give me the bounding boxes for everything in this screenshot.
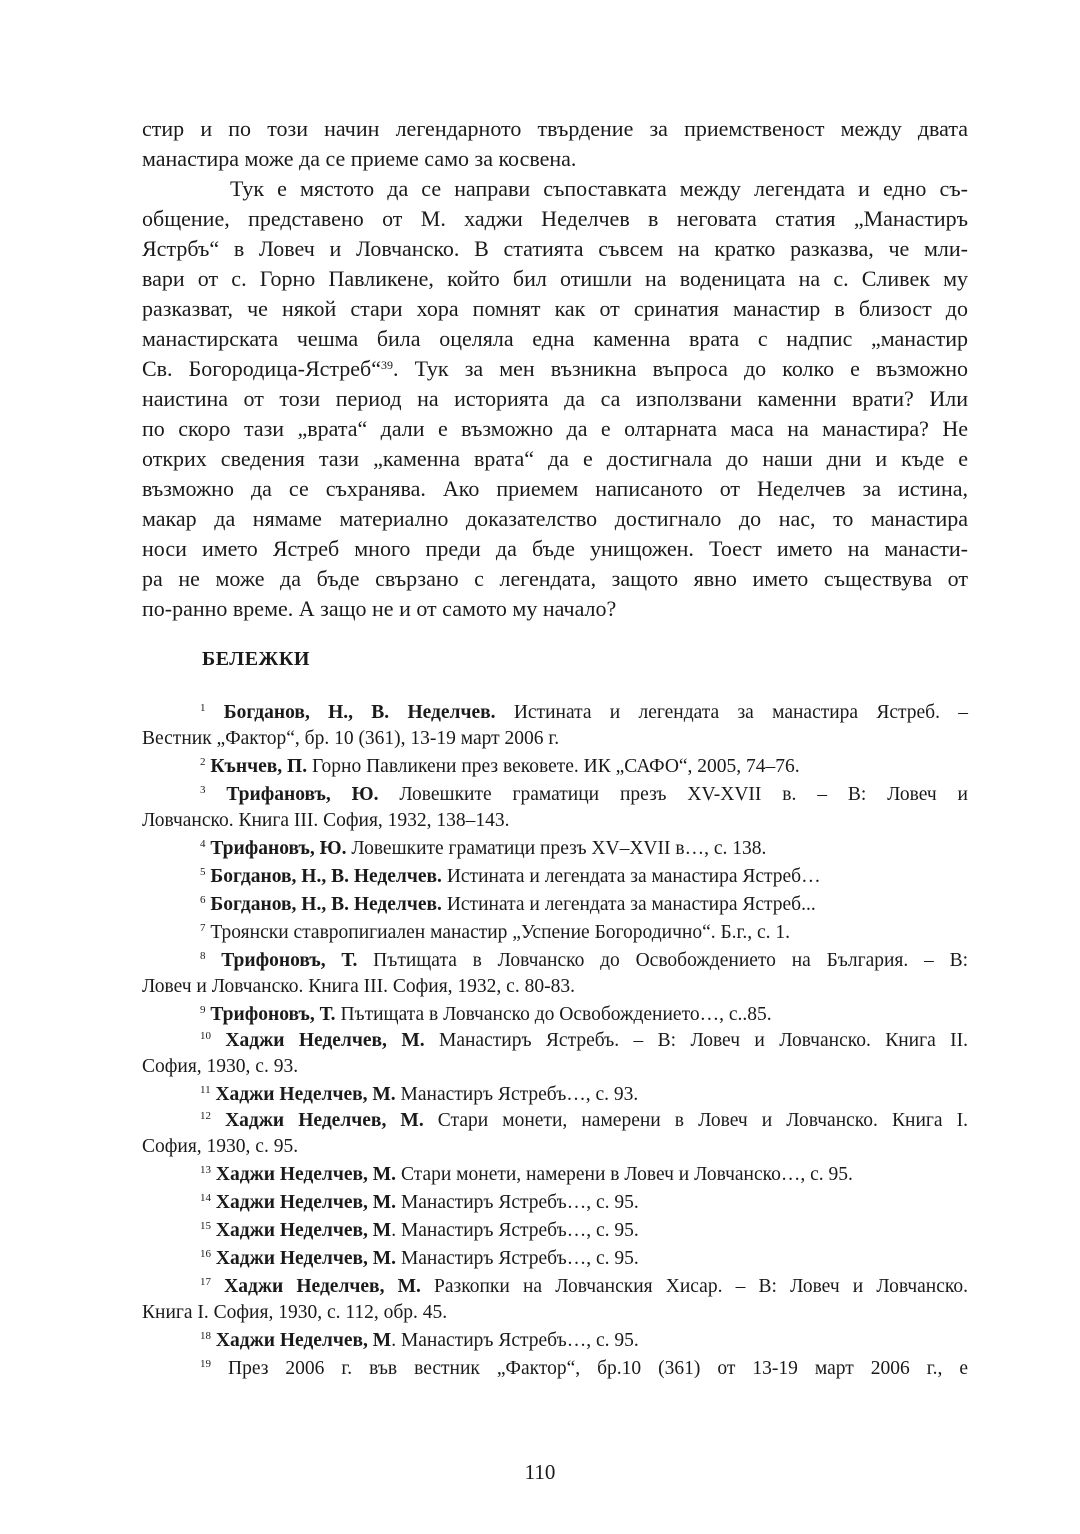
notes-heading: БЕЛЕЖКИ xyxy=(202,648,310,670)
footnote: $^{15}$ Хаджи Неделчев, М. Манастиръ Ястребъ…, с. 95. xyxy=(200,1220,639,1241)
footnote: $^{10}$ Хаджи Неделчев, М. Манастиръ Ястребъ. – В: Ловеч и Ловчанско. Книга II. xyxy=(200,1030,969,1051)
body-line: наистина от този период на историята да са използвани каменни врати? Или xyxy=(142,386,968,411)
body-line: ра не може да бъде свързано с легендата, защото явно името съществува от xyxy=(142,566,968,591)
body-line: Ястрбъ“ в Ловеч и Ловчанско. В статията съвсем на кратко разказва, че мли- xyxy=(142,236,968,261)
footnote: $^{12}$ Хаджи Неделчев, М. Стари монети, намерени в Ловеч и Ловчанско. Книга I. xyxy=(200,1110,968,1131)
body-line: вари от с. Горно Павликене, който бил отишли на воденицата на с. Сливек му xyxy=(142,266,968,291)
body-line: възможно да се съхранява. Ако приемем написаното от Неделчев за истина, xyxy=(142,476,968,501)
footnote-continuation: Ловчанско. Книга III. София, 1932, 138–143. xyxy=(142,810,510,831)
page-number: 110 xyxy=(524,1460,556,1484)
footnote: $^1$ Богданов, Н., В. Неделчев. Истината и легендата за манастира Ястреб. – xyxy=(200,702,969,723)
body-line: носи името Ястреб много преди да бъде унищожен. Тоест името на манасти- xyxy=(142,536,968,561)
footnote: $^9$ Трифоновъ, Т. Пътищата в Ловчанско до Освобождението…, с..85. xyxy=(200,1004,772,1025)
body-line: Тук е мястото да се направи съпоставката между легендата и едно съ- xyxy=(230,176,968,201)
footnote-ref[interactable]: 39 xyxy=(381,358,393,372)
body-line: по-ранно време. А защо не и от самото му начало? xyxy=(142,596,617,621)
footnote: $^{14}$ Хаджи Неделчев, М. Манастиръ Ястребъ…, с. 95. xyxy=(200,1192,639,1213)
footnote: $^7$ Троянски ставропигиален манастир „Успение Богородично“. Б.г., с. 1. xyxy=(200,922,791,943)
footnote-continuation: Книга I. София, 1930, с. 112, обр. 45. xyxy=(142,1302,448,1323)
body-line: манастира може да се приеме само за косвена. xyxy=(142,146,577,171)
footnote: $^6$ Богданов, Н., В. Неделчев. Истината и легендата за манастира Ястреб... xyxy=(200,894,816,915)
body-line: манастирската чешма била оцеляла една каменна врата с надпис „манастир xyxy=(142,326,968,351)
body-line: открих сведения тази „каменна врата“ да е достигнала до наши дни и къде е xyxy=(142,446,968,471)
footnote-continuation: София, 1930, с. 95. xyxy=(142,1136,299,1157)
footnote: $^8$ Трифоновъ, Т. Пътищата в Ловчанско до Освобождението на България. – В: xyxy=(200,950,968,971)
footnote: $^3$ Трифановъ, Ю. Ловешките граматици презъ XV-XVII в. – В: Ловеч и xyxy=(200,784,968,805)
footnote-continuation: Ловеч и Ловчанско. Книга III. София, 1932, с. 80-83. xyxy=(142,976,575,997)
footnote: $^2$ Кънчев, П. Горно Павликени през вековете. ИК „САФО“, 2005, 74–76. xyxy=(200,756,800,777)
body-line: общение, представено от М. хаджи Неделчев в неговата статия „Манастиръ xyxy=(142,206,968,231)
footnote: $^4$ Трифановъ, Ю. Ловешките граматици презъ XV–XVII в…, с. 138. xyxy=(200,838,767,859)
body-line: разказват, че някой стари хора помнят как от сринатия манастир в близост до xyxy=(142,296,968,321)
body-line: макар да нямаме материално доказателство достигнало до нас, то манастира xyxy=(142,506,968,531)
footnote: $^{11}$ Хаджи Неделчев, М. Манастиръ Ястребъ…, с. 93. xyxy=(200,1084,639,1105)
footnote-continuation: Вестник „Фактор“, бр. 10 (361), 13-19 март 2006 г. xyxy=(142,728,560,749)
body-line: стир и по този начин легендарното твърдение за приемственост между двата xyxy=(142,116,968,141)
footnote-continuation: София, 1930, с. 93. xyxy=(142,1056,299,1077)
body-line: Св. Богородица-Ястреб“$^{39}$. Тук за мен възникна въпроса до колко е възможно xyxy=(142,356,968,381)
footnote: $^{16}$ Хаджи Неделчев, М. Манастиръ Ястребъ…, с. 95. xyxy=(200,1248,639,1269)
body-line: по скоро тази „врата“ дали е възможно да е олтарната маса на манастира? Не xyxy=(142,416,968,441)
footnote: $^{18}$ Хаджи Неделчев, М. Манастиръ Ястребъ…, с. 95. xyxy=(200,1330,639,1351)
footnote: $^{13}$ Хаджи Неделчев, М. Стари монети, намерени в Ловеч и Ловчанско…, с. 95. xyxy=(200,1164,853,1185)
footnote: $^{17}$ Хаджи Неделчев, М. Разкопки на Ловчанския Хисар. – В: Ловеч и Ловчанско. xyxy=(200,1276,969,1297)
footnote: $^5$ Богданов, Н., В. Неделчев. Истината и легендата за манастира Ястреб… xyxy=(200,866,821,887)
footnote: $^{19}$ През 2006 г. във вестник „Фактор“, бр.10 (361) от 13-19 март 2006 г., е xyxy=(200,1358,968,1379)
